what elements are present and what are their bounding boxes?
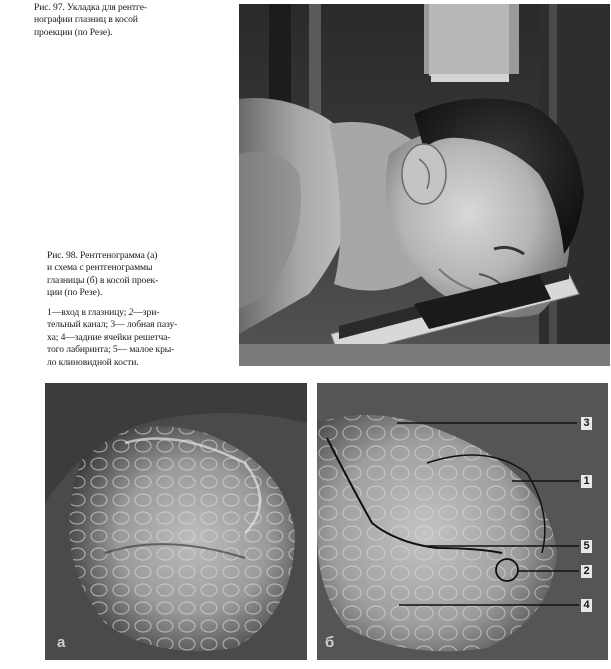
figure-98-caption bbox=[47, 250, 237, 300]
caption-line: проекции (по Резе). bbox=[34, 26, 113, 38]
legend-line: того лабиринта; 5— малое кры- bbox=[47, 344, 175, 356]
panel-b-letter: б bbox=[325, 634, 335, 651]
legend-line: 1—вход в глазницу; 2—зри- bbox=[47, 307, 160, 318]
caption-line: глазницы (б) в косой проек- bbox=[47, 274, 159, 286]
positioning-photo-image bbox=[239, 4, 610, 366]
legend-line: ха; 4—задние ячейки решетча- bbox=[47, 331, 171, 343]
scheme-label-4: 4 bbox=[581, 599, 592, 612]
legend-line: тельный канал; 3— лобная пазу- bbox=[47, 319, 178, 331]
scheme-label-1: 1 bbox=[581, 475, 592, 488]
figure-98-legend bbox=[47, 307, 237, 369]
caption-line: Рис. 98. Рентгенограмма (а) bbox=[47, 250, 158, 261]
caption-line: Рис. 97. Укладка для рентге- bbox=[34, 2, 147, 13]
scheme-label-5: 5 bbox=[581, 540, 592, 553]
scheme-label-3: 3 bbox=[581, 417, 592, 430]
caption-line: нографии глазниц в косой bbox=[34, 14, 138, 26]
scheme-label-2: 2 bbox=[581, 565, 592, 578]
figure-98a-radiograph bbox=[45, 383, 307, 660]
scheme-image bbox=[317, 383, 608, 660]
figure-97-caption bbox=[34, 2, 239, 39]
radiograph-image bbox=[45, 383, 307, 660]
caption-line: ции (по Резе). bbox=[47, 287, 103, 299]
figure-97-photo bbox=[239, 4, 610, 366]
panel-a-letter: а bbox=[57, 634, 66, 651]
caption-line: и схема с рентгенограммы bbox=[47, 262, 153, 274]
legend-line: ло клиновидной кости. bbox=[47, 356, 139, 368]
figure-98b-scheme bbox=[317, 383, 608, 660]
